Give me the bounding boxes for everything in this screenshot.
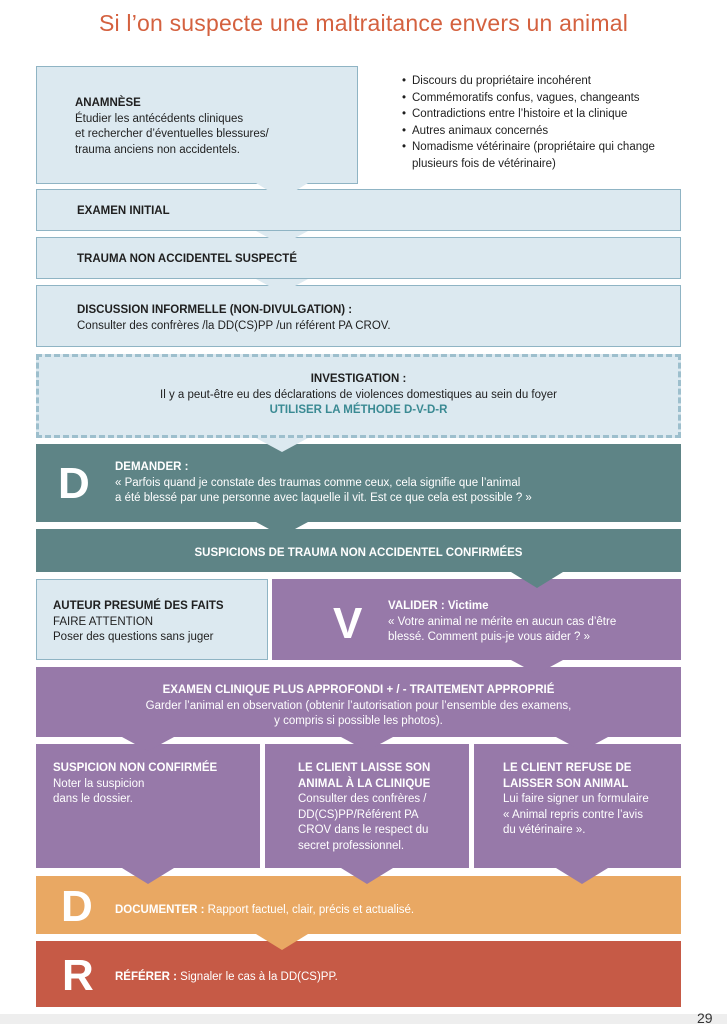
demander-heading: DEMANDER : [115, 461, 189, 473]
investigation-body: Il y a peut-être eu des déclarations de violences domestiques au sein du foyer [160, 388, 557, 401]
valider-letter: V [333, 599, 363, 648]
page-title: Si l’on suspecte une maltraitance envers un animal [98, 10, 629, 36]
client-refuse-text [503, 761, 681, 839]
anamnese-line: trauma anciens non accidentels. [75, 143, 240, 156]
examen-clinique-line: Garder l’animal en observation (obtenir l’autorisation pour l’ensemble des examens, [145, 699, 572, 712]
investigation-text [40, 372, 677, 419]
auteur-line: Poser des questions sans juger [53, 631, 214, 643]
documenter-heading: DOCUMENTER : [115, 904, 205, 916]
discussion-heading: DISCUSSION INFORMELLE (NON-DIVULGATION) : [77, 304, 353, 316]
client-refuse-heading: LE CLIENT REFUSE DE [503, 762, 632, 774]
documenter-letter: D [61, 882, 93, 931]
client-laisse-text [298, 761, 468, 854]
client-refuse-heading: LAISSER SON ANIMAL [503, 777, 629, 790]
arrow-down-icon [556, 737, 608, 751]
client-refuse-line: « Animal repris contre l’avis [503, 808, 643, 821]
anamnese-text [75, 96, 345, 158]
valider-line: « Votre animal ne mérite en aucun cas d’être [388, 615, 617, 628]
arrow-down-icon [511, 660, 563, 674]
arrow-down-icon [256, 438, 308, 452]
client-laisse-heading: ANIMAL À LA CLINIQUE [298, 777, 431, 790]
arrow-down-icon [556, 868, 608, 884]
arrow-down-icon [341, 737, 393, 751]
discussion-body: Consulter des confrères /la DD(CS)PP /un référent PA CROV. [77, 319, 391, 332]
examen-clinique-line: y compris si possible les photos). [274, 715, 443, 727]
valider-line: blessé. Comment puis-je vous aider ? » [388, 631, 590, 643]
documenter-text [115, 903, 675, 919]
arrow-down-icon [341, 868, 393, 884]
anamnese-line: et rechercher d’éventuelles blessures/ [75, 128, 269, 140]
auteur-heading: AUTEUR PRESUMÉ DES FAITS [53, 600, 224, 612]
investigation-heading: INVESTIGATION : [310, 373, 407, 385]
referer-body: Signaler le cas à la DD(CS)PP. [176, 971, 338, 983]
suspicion-non-confirmee-text [53, 761, 253, 808]
examen-clinique-heading: EXAMEN CLINIQUE PLUS APPROFONDI + / - TRAITEMENT APPROPRIÉ [162, 684, 555, 696]
suspicion-line: dans le dossier. [53, 793, 133, 805]
valider-text [388, 599, 678, 646]
client-laisse-line: CROV dans le respect du [298, 824, 429, 836]
client-laisse-heading: LE CLIENT LAISSE SON [298, 762, 431, 774]
page-footer-strip [0, 1014, 727, 1024]
examen-initial-label: EXAMEN INITIAL [77, 205, 170, 217]
demander-text [115, 460, 675, 507]
valider-heading: VALIDER : Victime [388, 600, 489, 612]
suspicion-heading: SUSPICION NON CONFIRMÉE [53, 762, 218, 774]
arrow-down-icon [256, 231, 308, 245]
arrow-down-icon [122, 737, 174, 751]
list-item: • Autres animaux concernés [402, 123, 702, 140]
list-item: • Commémoratifs confus, vagues, changeants [402, 90, 702, 107]
anamnese-heading: ANAMNÈSE [75, 97, 141, 109]
client-refuse-line: du vétérinaire ». [503, 824, 586, 836]
referer-text [115, 970, 675, 986]
method-label: UTILISER LA MÉTHODE D-V-D-R [269, 404, 448, 416]
confirmees-label: SUSPICIONS DE TRAUMA NON ACCIDENTEL CONFIRMÉES [194, 547, 523, 559]
referer-heading: RÉFÉRER : [115, 971, 177, 983]
demander-letter: D [58, 459, 90, 508]
arrow-down-icon [256, 183, 308, 199]
arrow-down-icon [122, 868, 174, 884]
demander-line: a été blessé par une personne avec laquelle il vit. Est ce que cela est possible ? » [115, 492, 532, 504]
trauma-suspecte-label: TRAUMA NON ACCIDENTEL SUSPECTÉ [77, 253, 297, 265]
arrow-down-icon [256, 522, 308, 536]
auteur-line: FAIRE ATTENTION [53, 615, 154, 628]
arrow-down-icon [256, 934, 308, 950]
auteur-text [53, 599, 263, 646]
client-laisse-line: Consulter des confrères / [298, 793, 427, 805]
referer-letter: R [62, 951, 94, 1000]
warning-signs-list [402, 73, 702, 172]
list-item: • Nomadisme vétérinaire (propriétaire qui change plusieurs fois de vétérinaire) [402, 139, 702, 172]
examen-clinique-text [36, 683, 681, 730]
client-laisse-line: secret professionnel. [298, 839, 405, 852]
suspicion-line: Noter la suspicion [53, 777, 145, 790]
page-number: 29 [697, 1010, 713, 1024]
client-laisse-line: DD(CS)PP/Référent PA [298, 808, 419, 821]
documenter-body: Rapport factuel, clair, précis et actualisé. [204, 904, 415, 916]
demander-line: « Parfois quand je constate des traumas comme ceux, cela signifie que l’animal [115, 476, 521, 489]
arrow-down-icon [511, 572, 563, 588]
client-refuse-line: Lui faire signer un formulaire [503, 793, 649, 805]
anamnese-line: Étudier les antécédents cliniques [75, 112, 244, 125]
list-item: • Contradictions entre l’histoire et la clinique [402, 106, 702, 123]
list-item: • Discours du propriétaire incohérent [402, 73, 702, 90]
discussion-text [77, 303, 657, 334]
arrow-down-icon [256, 279, 308, 293]
